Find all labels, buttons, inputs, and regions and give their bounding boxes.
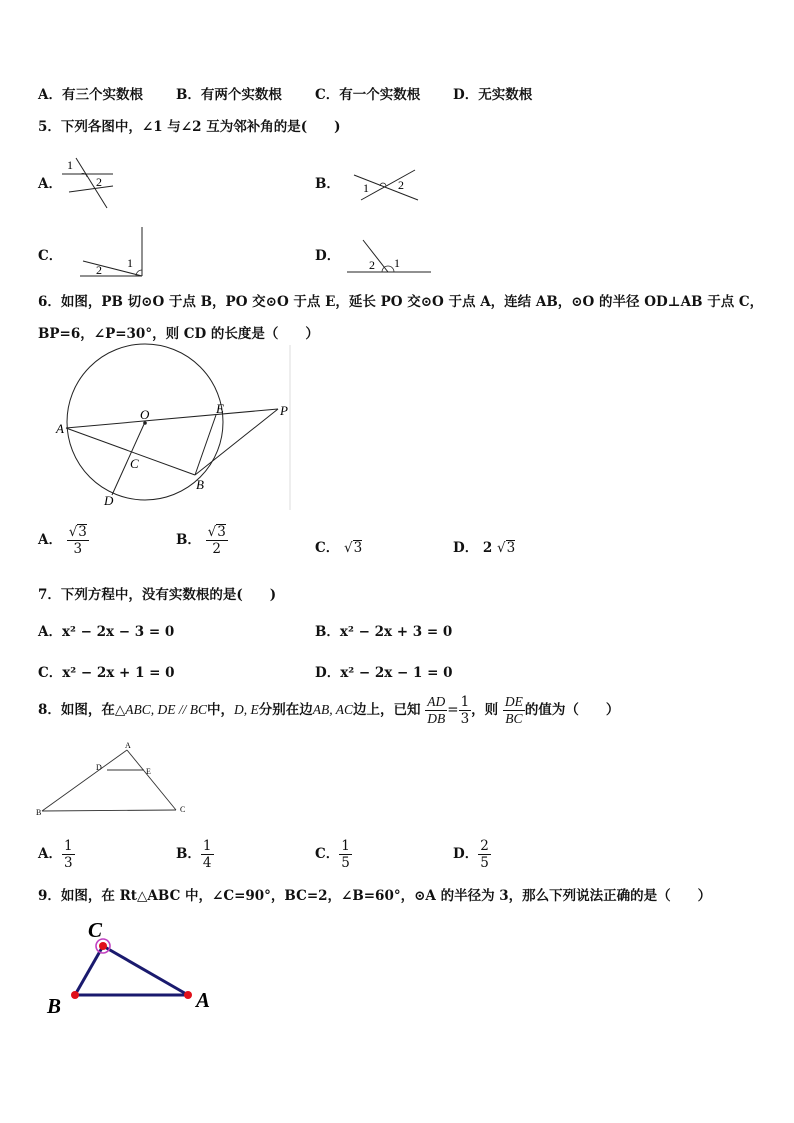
q8-label-D: D	[96, 763, 102, 772]
q6-label-P: P	[280, 403, 288, 418]
q8-stem: 8．如图，在△ABC, DE // BC中，D, E分别在边AB, AC边上，已知 $\frac{AD}{DB}$ = $\frac{1}{3}$ ，则 $\frac{DE}{BC}$ 的值为（ ）	[38, 694, 620, 727]
q8-option-d: D． $\frac{2}{5}$	[453, 838, 489, 871]
q6-option-b: B． $\frac{√3}{2}$	[176, 524, 226, 557]
q6-stem-line1: 6．如图，PB 切⊙O 于点 B，PO 交⊙O 于点 E，延长 PO 交⊙O 于点 A，连结 AB，⊙O 的半径 OD⊥AB 于点 C，	[38, 294, 764, 310]
q7-option-c: C．x² − 2x + 1 = 0	[38, 665, 175, 681]
q9-stem: 9．如图，在 Rt△ABC 中，∠C=90°，BC=2，∠B=60°，⊙A 的半径为 3，那么下列说法正确的是（ ）	[38, 888, 712, 904]
q9-point-a	[184, 991, 192, 999]
q5-option-b-label: B．	[315, 176, 340, 192]
q5-figure-c	[78, 225, 148, 280]
q4-option-c: C．有一个实数根	[315, 87, 421, 103]
q8-label-E: E	[146, 767, 151, 776]
q6-stem-line2: BP=6，∠P=30°，则 CD 的长度是（ ）	[38, 326, 319, 342]
q9-label-B: B	[47, 994, 62, 1018]
q4-option-d: D．无实数根	[453, 87, 533, 103]
q5-option-d-label: D．	[315, 248, 341, 264]
q6-label-C: C	[130, 456, 139, 471]
q7-option-b: B．x² − 2x + 3 = 0	[315, 624, 453, 640]
q5a-label-2: 2	[96, 175, 102, 189]
q6-option-c: C． √3	[315, 540, 363, 556]
q4-option-b: B．有两个实数根	[176, 87, 282, 103]
q6-option-d: D． 2 √3	[453, 540, 516, 556]
q6-label-D: D	[104, 493, 114, 508]
q5c-label-2: 2	[96, 263, 102, 277]
q8-option-c: C． $\frac{1}{5}$	[315, 838, 350, 871]
q8-label-C: C	[180, 805, 186, 814]
q5c-label-1: 1	[127, 256, 133, 270]
q6-label-O: O	[140, 407, 150, 422]
q6-label-B: B	[196, 477, 204, 492]
q8-option-a: A． $\frac{1}{3}$	[38, 838, 73, 871]
q9-label-C: C	[88, 918, 103, 942]
q6-label-E: E	[216, 401, 224, 416]
q9-label-A: A	[196, 988, 211, 1012]
q5b-label-1: 1	[363, 181, 369, 195]
q5d-label-2: 2	[369, 258, 375, 272]
q9-side-bc	[75, 946, 103, 995]
q6-option-a: A． $\frac{√3}{3}$	[38, 524, 87, 557]
q9-side-ca	[103, 946, 188, 995]
q6-figure-circle	[50, 345, 300, 515]
q5-stem: 5．下列各图中，∠1 与∠2 互为邻补角的是( )	[38, 119, 341, 135]
q8-figure-triangle	[35, 740, 195, 820]
q6-label-A: A	[56, 421, 64, 436]
q7-option-d: D．x² − 2x − 1 = 0	[315, 665, 453, 681]
q7-option-a: A．x² − 2x − 3 = 0	[38, 624, 175, 640]
q5b-label-2: 2	[398, 178, 404, 192]
q8-label-A: A	[125, 741, 131, 750]
q9-figure-triangle	[40, 915, 230, 1025]
q8-label-B: B	[36, 808, 42, 817]
q5-figure-d	[345, 236, 435, 276]
q4-option-a: A．有三个实数根	[38, 87, 143, 103]
q5-figure-b	[350, 165, 425, 205]
q5-figure-a	[60, 152, 120, 212]
q9-point-b	[71, 991, 79, 999]
q5a-label-1: 1	[67, 158, 73, 172]
q7-stem: 7．下列方程中，没有实数根的是( )	[38, 587, 277, 603]
q5-option-c-label: C．	[38, 248, 63, 264]
q5-option-a-label: A．	[38, 176, 62, 192]
q8-option-b: B． $\frac{1}{4}$	[176, 838, 212, 871]
q5d-label-1: 1	[394, 256, 400, 270]
q9-point-c	[99, 942, 107, 950]
